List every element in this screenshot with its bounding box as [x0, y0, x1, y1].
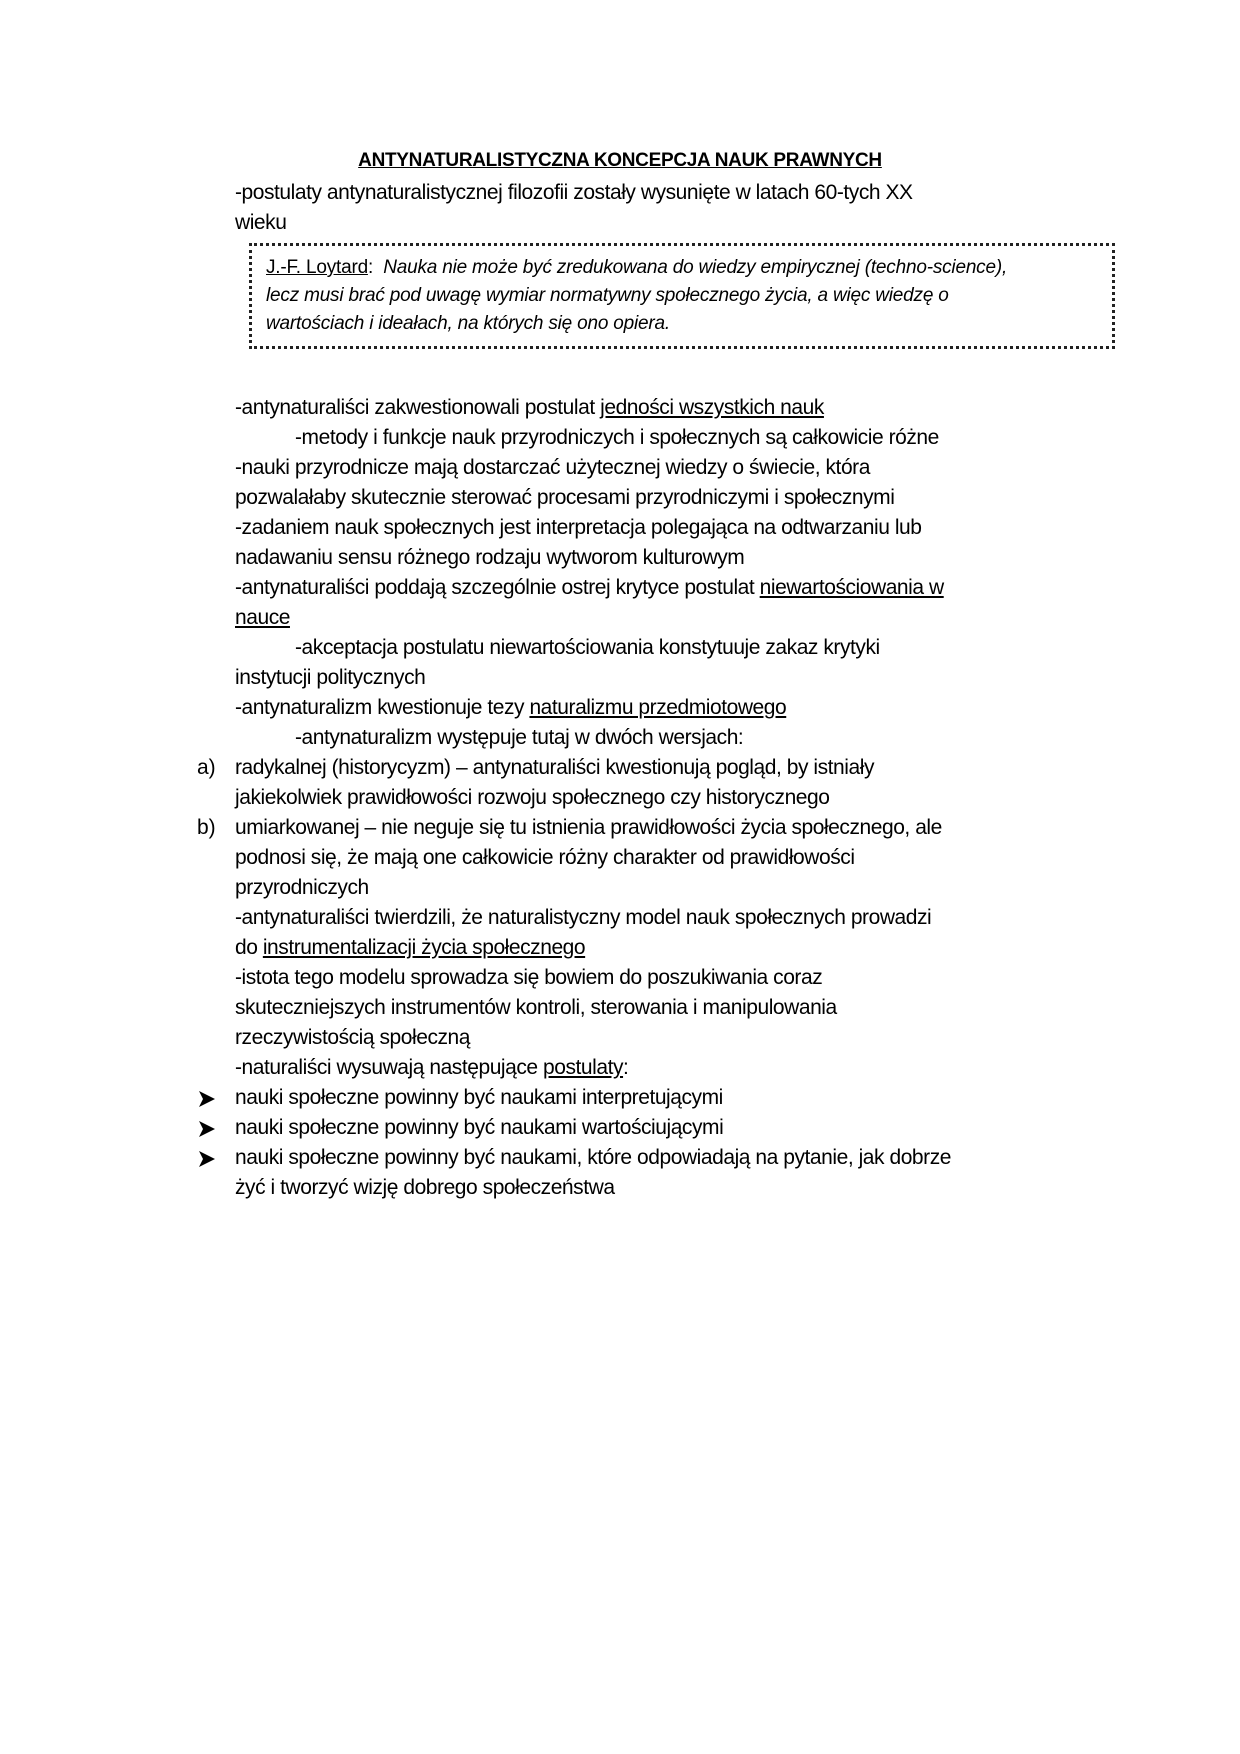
- underlined-term: postulaty: [543, 1056, 624, 1079]
- arrow-bullet-icon: [198, 1120, 216, 1138]
- intro-line: -postulaty antynaturalistycznej filozofii zostały wysunięte w latach 60-tych XX: [235, 181, 913, 204]
- underlined-term: instrumentalizacji życia społecznego: [262, 936, 586, 959]
- underlined-term: niewartościowania w: [759, 576, 944, 599]
- body-line: -akceptacja postulatu niewartościowania konstytuuje zakaz krytyki: [295, 636, 880, 659]
- body-line: -istota tego modelu sprowadza się bowiem do poszukiwania coraz: [235, 966, 823, 989]
- body-text: do: [235, 936, 263, 959]
- body-text: -antynaturaliści zakwestionowali postulat: [235, 396, 601, 419]
- quote-author: J.-F. Loytard: [266, 257, 368, 278]
- body-line: -metody i funkcje nauk przyrodniczych i społecznych są całkowicie różne: [295, 426, 939, 449]
- postulate-line: nauki społeczne powinny być naukami wartościującymi: [235, 1116, 724, 1139]
- underlined-term: naturalizmu przedmiotowego: [529, 696, 787, 719]
- version-line: umiarkowanej – nie neguje się tu istnienia prawidłowości życia społecznego, ale: [235, 816, 942, 839]
- body-line: [235, 693, 786, 723]
- postulate-line: żyć i tworzyć wizję dobrego społeczeństwa: [235, 1176, 615, 1199]
- quote-text: lecz musi brać pod uwagę wymiar normatywny społecznego życia, a więc wiedzę o: [266, 285, 949, 306]
- postulate-line: nauki społeczne powinny być naukami interpretującymi: [235, 1086, 723, 1109]
- list-marker-a: a): [197, 756, 216, 779]
- intro-line: wieku: [235, 211, 287, 234]
- underlined-term: nauce: [235, 606, 290, 629]
- body-text: -antynaturalizm kwestionuje tezy: [235, 696, 530, 719]
- arrow-bullet-icon: [198, 1150, 216, 1168]
- body-line: skuteczniejszych instrumentów kontroli, sterowania i manipulowania: [235, 996, 837, 1019]
- body-line: [235, 393, 824, 423]
- quote-text: wartościach i ideałach, na których się ono opiera.: [266, 313, 671, 334]
- body-line: nadawaniu sensu różnego rodzaju wytworom kulturowym: [235, 546, 745, 569]
- page-title: ANTYNATURALISTYCZNA KONCEPCJA NAUK PRAWNYCH: [358, 150, 882, 171]
- body-line: -antynaturaliści twierdzili, że naturalistyczny model nauk społecznych prowadzi: [235, 906, 932, 929]
- quote-separator: :: [367, 257, 374, 278]
- list-marker-b: b): [197, 816, 216, 839]
- quote-line: [266, 282, 949, 310]
- arrow-bullet-icon: [198, 1090, 216, 1108]
- version-line: podnosi się, że mają one całkowicie różny charakter od prawidłowości: [235, 846, 855, 869]
- body-line: -zadaniem nauk społecznych jest interpretacja polegająca na odtwarzaniu lub: [235, 516, 922, 539]
- body-line: [235, 1053, 628, 1083]
- body-text: :: [623, 1056, 629, 1079]
- body-line: [235, 933, 585, 963]
- quote-line: [266, 310, 670, 338]
- version-line: przyrodniczych: [235, 876, 369, 899]
- quote-text: Nauka nie może być zredukowana do wiedzy empirycznej (techno-science),: [383, 257, 1008, 278]
- body-line: -nauki przyrodnicze mają dostarczać użytecznej wiedzy o świecie, która: [235, 456, 870, 479]
- body-line: pozwalałaby skutecznie sterować procesami przyrodniczymi i społecznymi: [235, 486, 895, 509]
- body-line: rzeczywistością społeczną: [235, 1026, 471, 1049]
- body-line: [235, 573, 944, 603]
- body-line: instytucji politycznych: [235, 666, 426, 689]
- postulate-line: nauki społeczne powinny być naukami, które odpowiadają na pytanie, jak dobrze: [235, 1146, 951, 1169]
- underlined-term: jedności wszystkich nauk: [600, 396, 824, 419]
- body-text: -naturaliści wysuwają następujące: [235, 1056, 544, 1079]
- body-line: [235, 603, 290, 633]
- body-line: -antynaturalizm występuje tutaj w dwóch wersjach:: [295, 726, 744, 749]
- version-line: radykalnej (historycyzm) – antynaturaliści kwestionują pogląd, by istniały: [235, 756, 874, 779]
- body-text: -antynaturaliści poddają szczególnie ostrej krytyce postulat: [235, 576, 760, 599]
- quote-line: [266, 254, 1007, 282]
- version-line: jakiekolwiek prawidłowości rozwoju społecznego czy historycznego: [235, 786, 830, 809]
